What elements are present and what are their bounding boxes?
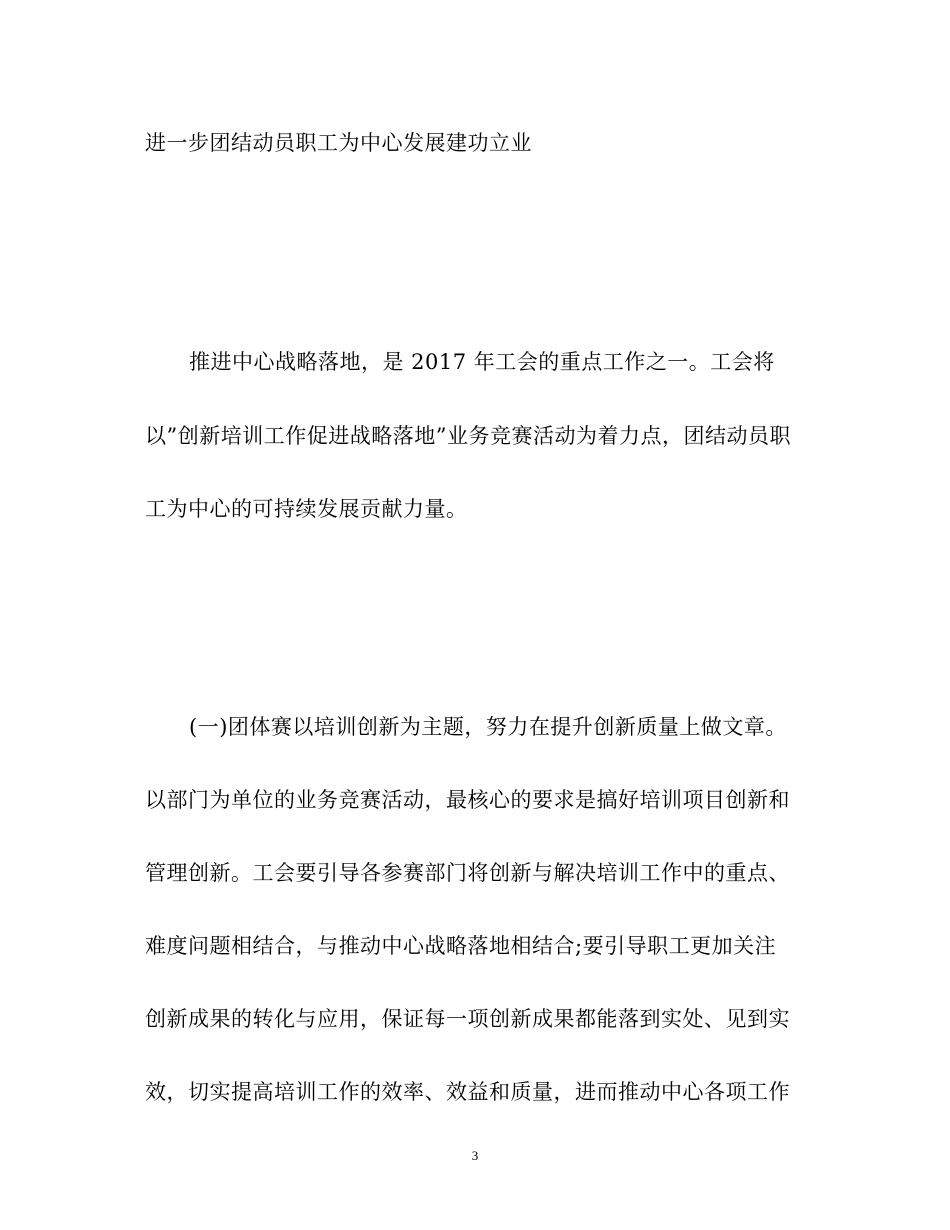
- paragraph-1-line-1: 推进中心战略落地，是 2017 年工会的重点工作之一。工会将: [189, 350, 775, 374]
- paragraph-1-line-2: 以”创新培训工作促进战略落地”业务竞赛活动为着力点，团结动员职: [145, 424, 791, 448]
- paragraph-2-line-3: 管理创新。工会要引导各参赛部门将创新与解决培训工作中的重点、: [145, 861, 790, 885]
- paragraph-2-line-4: 难度问题相结合，与推动中心战略落地相结合;要引导职工更加关注: [145, 934, 777, 958]
- paragraph-2-line-1: (一)团体赛以培训创新为主题，努力在提升创新质量上做文章。: [189, 715, 787, 739]
- paragraph-1-line-3: 工为中心的可持续发展贡献力量。: [145, 497, 468, 521]
- paragraph-2-line-5: 创新成果的转化与应用，保证每一项创新成果都能落到实处、见到实: [145, 1007, 790, 1031]
- page-number: 3: [471, 1148, 479, 1163]
- paragraph-2-line-6: 效，切实提高培训工作的效率、效益和质量，进而推动中心各项工作: [145, 1080, 790, 1104]
- paragraph-2-line-2: 以部门为单位的业务竞赛活动，最核心的要求是搞好培训项目创新和: [145, 788, 790, 812]
- section-heading: 进一步团结动员职工为中心发展建功立业: [145, 131, 532, 155]
